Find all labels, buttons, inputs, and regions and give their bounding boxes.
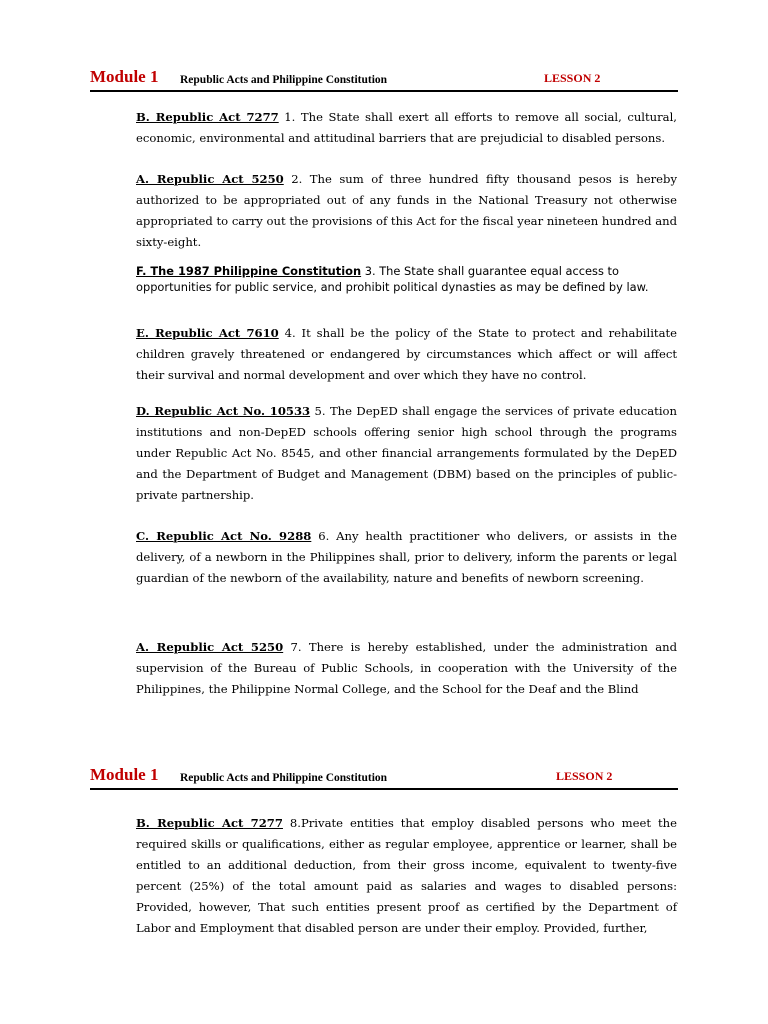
question-text: 3. The State shall guarantee equal access to opportunities for public service, and prohibit political dynasties as may be defined by law.: [136, 264, 649, 294]
question-text: 1. The State shall exert all efforts to remove all social, cultural, economic, environmental and attitudinal barriers that are prejudicial to disabled persons.: [136, 110, 677, 145]
question-text: 6. Any health practitioner who delivers, or assists in the delivery, of a newborn in the Philippines shall, prior to delivery, inform the parents or legal guardian of the newborn of the availability, nature and benefits of newborn screening.: [136, 529, 677, 585]
question-item-8: [136, 813, 677, 939]
answer-reference: B. Republic Act 7277: [136, 110, 279, 124]
question-text: 5. The DepED shall engage the services of private education institutions and non-DepED schools offering senior high school through the programs under Republic Act No. 8545, and other financial arrangements formulated by the DepED and the Department of Budget and Management (DBM) based on the principles of public-private partnership.: [136, 404, 677, 502]
lesson-label: LESSON 2: [556, 769, 613, 783]
question-item-1: [136, 107, 677, 149]
question-text: 7. There is hereby established, under the administration and supervision of the Bureau of Public Schools, in cooperation with the University of the Philippines, the Philippine Normal College, and the School for the Deaf and the Blind: [136, 640, 677, 696]
question-item-5: [136, 401, 677, 506]
question-text: 2. The sum of three hundred fifty thousand pesos is hereby authorized to be appropriated out of any funds in the National Treasury not otherwise appropriated to carry out the provisions of this Act for the fiscal year nineteen hundred and sixty-eight.: [136, 172, 677, 249]
answer-reference: B. Republic Act 7277: [136, 816, 283, 830]
answer-reference: A. Republic Act 5250: [136, 640, 284, 654]
answer-reference: C. Republic Act No. 9288: [136, 529, 312, 543]
question-item-6: [136, 526, 677, 589]
answer-reference: F. The 1987 Philippine Constitution: [136, 264, 362, 278]
question-item-3: [136, 263, 677, 295]
question-item-7: [136, 637, 677, 700]
module-subject: Republic Acts and Philippine Constitution: [180, 74, 388, 86]
question-text: 8.Private entities that employ disabled persons who meet the required skills or qualifications, either as regular employee, apprentice or learner, shall be entitled to an additional deduction, from their gross income, equivalent to twenty-five percent (25%) of the total amount paid as salaries and wages to disabled persons: Provided, however, That such entities present proof as certified by the Department of Labor and Employment that disabled person are under their employ. Provided, further,: [136, 816, 677, 935]
question-item-2: [136, 169, 677, 253]
module-title: Module 1: [90, 67, 159, 86]
question-item-4: [136, 323, 677, 386]
question-text: 4. It shall be the policy of the State to protect and rehabilitate children gravely threatened or endangered by circumstances which affect or will affect their survival and normal development and over which they have no control.: [136, 326, 678, 382]
module-subject: Republic Acts and Philippine Constitution: [180, 772, 388, 784]
module-title: Module 1: [90, 765, 159, 784]
answer-reference: D. Republic Act No. 10533: [136, 404, 311, 418]
answer-reference: E. Republic Act 7610: [136, 326, 279, 340]
answer-reference: A. Republic Act 5250: [136, 172, 284, 186]
lesson-label: LESSON 2: [544, 71, 601, 85]
page-header: [90, 766, 678, 790]
page-header: [90, 68, 678, 92]
